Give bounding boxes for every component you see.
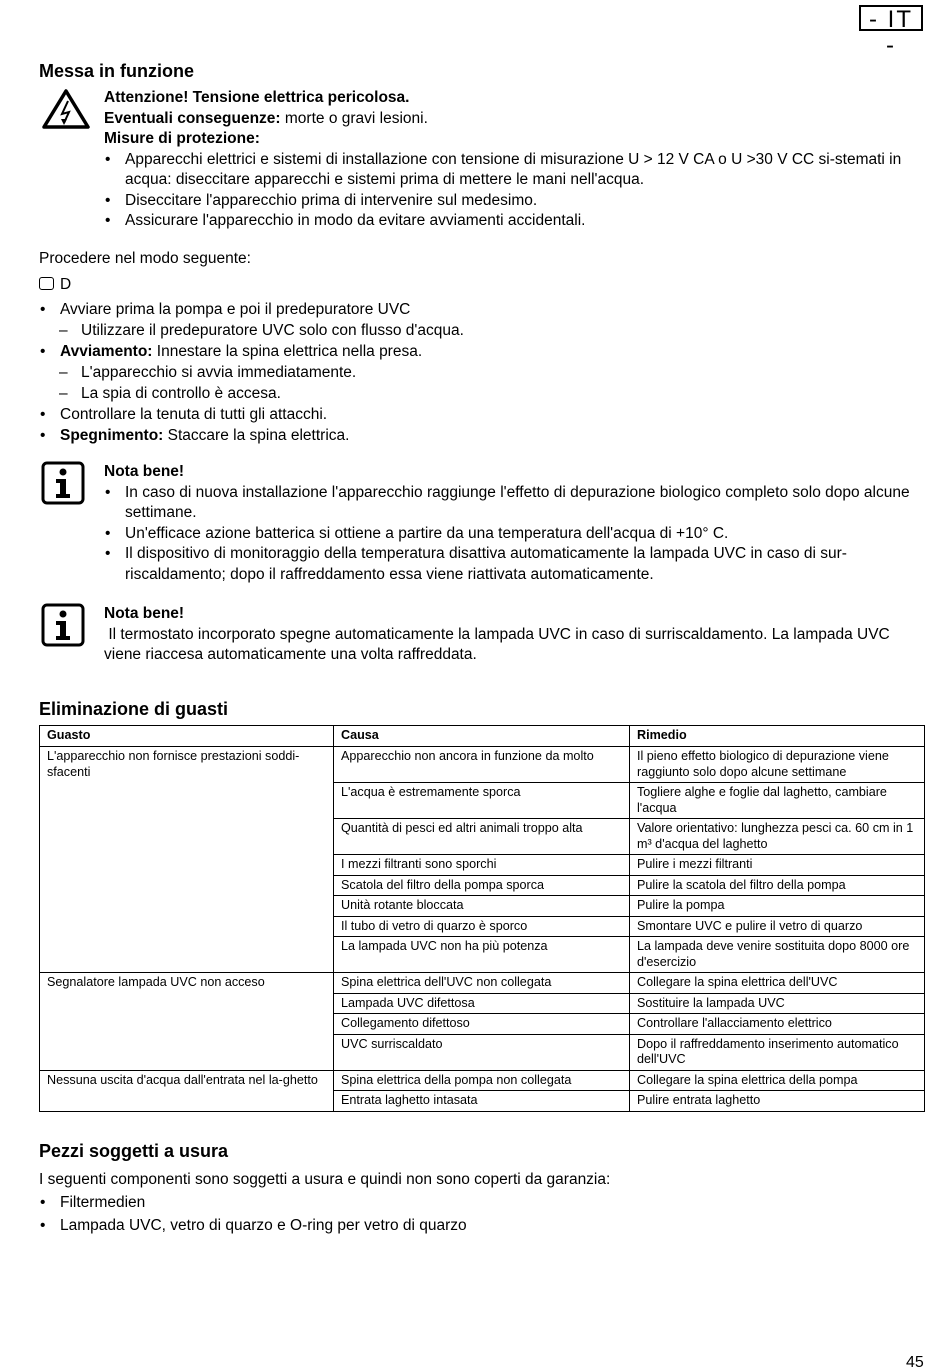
list-item: • Diseccitare l'apparecchio prima di intervenire sul medesimo. xyxy=(104,191,914,212)
info-note-icon xyxy=(41,461,85,505)
remedy-cell: Sostituire la lampada UVC xyxy=(630,993,925,1014)
remedy-cell: Valore orientativo: lunghezza pesci ca. 60 cm in 1 m³ d'acqua del laghetto xyxy=(630,819,925,855)
remedy-cell: Togliere alghe e foglie dal laghetto, cambiare l'acqua xyxy=(630,783,925,819)
remedy-cell: La lampada deve venire sostituita dopo 8000 ore d'esercizio xyxy=(630,937,925,973)
note-title: Nota bene! xyxy=(104,463,185,480)
table-row xyxy=(40,973,925,994)
list-item: • In caso di nuova installazione l'apparecchio raggiunge l'effetto di depurazione biologico completo solo dopo alcune settimane. xyxy=(104,483,914,524)
sub-item: – L'apparecchio si avvia immediatamente. xyxy=(39,362,919,383)
section-title-eliminazione-guasti: Eliminazione di guasti xyxy=(39,699,229,719)
cause-cell: Lampada UVC difettosa xyxy=(334,993,630,1014)
column-header: Guasto xyxy=(40,726,334,747)
cause-cell: UVC surriscaldato xyxy=(334,1034,630,1070)
list-item: • Avviamento: Innestare la spina elettrica nella presa. xyxy=(39,341,919,362)
warning-consequences: Eventuali conseguenze: morte o gravi lesioni. xyxy=(104,109,428,127)
list-item: • Assicurare l'apparecchio in modo da evitare avviamenti accidentali. xyxy=(104,211,914,232)
sub-item: – La spia di controllo è accesa. xyxy=(39,383,919,404)
cause-cell: Unità rotante bloccata xyxy=(334,896,630,917)
list-item: • Il dispositivo di monitoraggio della temperatura disattiva automaticamente la lampada UVC in caso di sur-riscaldamento; dopo il raffreddamento essa viene riattivata automaticamente. xyxy=(104,544,914,585)
figure-reference: D xyxy=(39,275,71,296)
procedure-steps xyxy=(39,299,919,446)
note-block-1 xyxy=(104,462,914,585)
table-header-row xyxy=(40,726,925,747)
table-body xyxy=(40,747,925,1112)
fault-cell: L'apparecchio non fornisce prestazioni soddi-sfacenti xyxy=(40,747,334,973)
note-text: Il termostato incorporato spegne automaticamente la lampada UVC in caso di surriscaldamento. La lampada UVC viene riaccesa automaticamente una volta raffreddata. xyxy=(104,625,895,663)
cause-cell: Collegamento difettoso xyxy=(334,1014,630,1035)
fault-cell: Nessuna uscita d'acqua dall'entrata nel la-ghetto xyxy=(40,1070,334,1111)
list-item: • Lampada UVC, vetro di quarzo e O-ring per vetro di quarzo xyxy=(39,1214,919,1237)
sub-item: – Utilizzare il predepuratore UVC solo con flusso d'acqua. xyxy=(39,320,919,341)
note-title: Nota bene! xyxy=(104,605,185,622)
section-title-pezzi-usura: Pezzi soggetti a usura xyxy=(39,1141,229,1161)
wear-parts-block xyxy=(39,1168,919,1237)
remedy-cell: Collegare la spina elettrica della pompa xyxy=(630,1070,925,1091)
cause-cell: Apparecchio non ancora in funzione da molto xyxy=(334,747,630,783)
column-header: Causa xyxy=(334,726,630,747)
wear-parts-intro: I seguenti componenti sono soggetti a usura e quindi non sono coperti da garanzia: xyxy=(39,1171,611,1188)
wear-parts-list xyxy=(39,1191,919,1237)
troubleshooting-table xyxy=(39,725,925,1112)
procedure-intro: Procedere nel modo seguente: xyxy=(39,250,251,267)
remedy-cell: Pulire entrata laghetto xyxy=(630,1091,925,1112)
column-header: Rimedio xyxy=(630,726,925,747)
cause-cell: Il tubo di vetro di quarzo è sporco xyxy=(334,916,630,937)
remedy-cell: Controllare l'allacciamento elettrico xyxy=(630,1014,925,1035)
warning-measures-label: Misure di protezione: xyxy=(104,130,260,147)
note-list xyxy=(104,483,914,586)
cause-cell: Spina elettrica della pompa non collegata xyxy=(334,1070,630,1091)
table-row xyxy=(40,1070,925,1091)
remedy-cell: Collegare la spina elettrica dell'UVC xyxy=(630,973,925,994)
list-item: • Spegnimento: Staccare la spina elettrica. xyxy=(39,425,919,446)
table-row xyxy=(40,747,925,783)
list-item: • Un'efficace azione batterica si ottiene a partire da una temperatura dell'acqua di +10° C. xyxy=(104,524,914,545)
remedy-cell: Smontare UVC e pulire il vetro di quarzo xyxy=(630,916,925,937)
info-note-icon xyxy=(41,603,85,647)
list-item: • Filtermedien xyxy=(39,1191,919,1214)
electric-warning-icon xyxy=(41,88,91,130)
cause-cell: L'acqua è estremamente sporca xyxy=(334,783,630,819)
remedy-cell: Pulire la scatola del filtro della pompa xyxy=(630,875,925,896)
remedy-cell: Dopo il raffreddamento inserimento automatico dell'UVC xyxy=(630,1034,925,1070)
remedy-cell: Pulire i mezzi filtranti xyxy=(630,855,925,876)
warning-block xyxy=(104,88,914,232)
cause-cell: Quantità di pesci ed altri animali troppo alta xyxy=(334,819,630,855)
language-label: - IT - xyxy=(859,5,923,31)
note-block-2 xyxy=(104,604,922,666)
cause-cell: Entrata laghetto intasata xyxy=(334,1091,630,1112)
figure-box-icon xyxy=(39,277,54,290)
list-item: • Avviare prima la pompa e poi il predepuratore UVC xyxy=(39,299,919,320)
warning-title: Attenzione! Tensione elettrica pericolosa. xyxy=(104,89,410,106)
cause-cell: I mezzi filtranti sono sporchi xyxy=(334,855,630,876)
list-item: • Apparecchi elettrici e sistemi di installazione con tensione di misurazione U > 12 V CA o U >30 V CC si-stemati in acqua: diseccitare apparecchi e sistemi prima di mettere le mani nell'acqua. xyxy=(104,150,914,191)
fault-cell: Segnalatore lampada UVC non acceso xyxy=(40,973,334,1071)
warning-measures-list xyxy=(104,150,914,232)
cause-cell: La lampada UVC non ha più potenza xyxy=(334,937,630,973)
list-item: • Controllare la tenuta di tutti gli attacchi. xyxy=(39,404,919,425)
cause-cell: Scatola del filtro della pompa sporca xyxy=(334,875,630,896)
section-title-messa-in-funzione: Messa in funzione xyxy=(39,61,195,81)
remedy-cell: Pulire la pompa xyxy=(630,896,925,917)
remedy-cell: Il pieno effetto biologico di depurazione viene raggiunto solo dopo alcune settimane xyxy=(630,747,925,783)
page-number: 45 xyxy=(906,1354,924,1371)
cause-cell: Spina elettrica dell'UVC non collegata xyxy=(334,973,630,994)
